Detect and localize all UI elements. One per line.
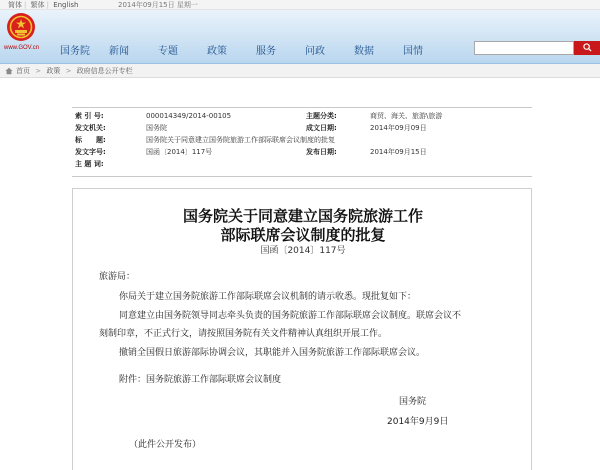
document-paragraph: 刻制印章，不正式行文，请按照国务院有关文件精神认真组织开展工作。	[99, 329, 388, 339]
breadcrumb-home[interactable]: 首页	[16, 67, 30, 75]
document-signer: 国务院	[399, 397, 427, 407]
document-metadata-table	[72, 107, 532, 177]
document-title-line1: 国务院关于同意建立国务院旅游工作	[182, 207, 423, 225]
nav-item-data[interactable]: 数据	[354, 46, 374, 57]
meta-topic-value: 商贸、海关、旅游\旅游	[370, 112, 443, 120]
breadcrumb	[0, 64, 600, 78]
meta-published-label: 发布日期:	[306, 148, 337, 156]
nav-item-national-info[interactable]: 国情	[403, 46, 423, 57]
document-paragraph: 撤销全国假日旅游部际协调会议，其职能并入国务院旅游工作部际联席会议。	[119, 348, 426, 358]
lang-traditional-link[interactable]: 繁体	[30, 1, 45, 9]
nav-item-policy[interactable]: 政策	[207, 46, 227, 57]
home-icon	[5, 67, 13, 75]
document-addressee: 旅游局：	[99, 272, 136, 282]
meta-row	[72, 134, 532, 146]
main-nav	[60, 42, 452, 58]
search-input[interactable]	[474, 41, 574, 55]
document-body	[72, 188, 532, 470]
meta-issuer-label: 发文机关:	[75, 124, 106, 132]
national-emblem-icon[interactable]	[6, 12, 36, 42]
meta-row	[72, 158, 532, 170]
meta-row	[72, 110, 532, 122]
site-header	[0, 10, 600, 64]
search-icon	[583, 43, 592, 52]
document-sign-date: 2014年9月9日	[387, 417, 449, 427]
meta-topic-label: 主题分类:	[306, 112, 337, 120]
current-date: 2014年09月15日 星期一	[118, 1, 198, 9]
document-publish-note: （此件公开发布）	[129, 440, 202, 450]
document-number: 国函〔2014〕117号	[260, 246, 346, 256]
meta-published-value: 2014年09月15日	[370, 148, 427, 156]
document-paragraph: 你局关于建立国务院旅游工作部际联席会议机制的请示收悉。现批复如下：	[119, 292, 417, 302]
nav-item-inquiry[interactable]: 问政	[305, 46, 325, 57]
search-button[interactable]	[574, 41, 600, 55]
meta-row	[72, 146, 532, 158]
nav-item-state-council[interactable]: 国务院	[60, 46, 90, 57]
lang-simplified-link[interactable]: 简体	[8, 1, 22, 9]
language-switcher: 简体 | 繁体 | English	[8, 1, 79, 9]
site-url: www.GOV.cn	[4, 45, 40, 51]
breadcrumb-separator: >	[35, 67, 42, 75]
meta-created-value: 2014年09月09日	[370, 124, 427, 132]
document-paragraph: 同意建立由国务院领导同志牵头负责的国务院旅游工作部际联席会议制度。联席会议不	[119, 311, 462, 321]
document-attachment-link[interactable]: 附件：国务院旅游工作部际联席会议制度	[119, 375, 282, 385]
nav-item-services[interactable]: 服务	[256, 46, 276, 57]
meta-keywords-label: 主 题 词:	[75, 160, 104, 168]
meta-index-value: 000014349/2014-00105	[146, 112, 232, 120]
meta-title-value: 国务院关于同意建立国务院旅游工作部际联席会议制度的批复	[146, 136, 335, 144]
meta-docno-value: 国函〔2014〕117号	[146, 148, 213, 156]
nav-item-topics[interactable]: 专题	[158, 46, 178, 57]
document-title-line2: 部际联席会议制度的批复	[220, 226, 386, 244]
breadcrumb-gov-info[interactable]: 政府信息公开专栏	[76, 67, 133, 75]
breadcrumb-separator: >	[65, 67, 72, 75]
meta-row	[72, 122, 532, 134]
nav-item-news[interactable]: 新闻	[109, 46, 129, 57]
meta-title-label: 标 题:	[75, 136, 106, 144]
meta-created-label: 成文日期:	[306, 124, 337, 132]
meta-index-label: 索 引 号:	[75, 112, 104, 120]
meta-docno-label: 发文字号:	[75, 148, 106, 156]
meta-issuer-value: 国务院	[146, 124, 167, 132]
top-bar	[0, 0, 600, 10]
lang-english-link[interactable]: English	[53, 1, 79, 9]
breadcrumb-policy[interactable]: 政策	[46, 67, 61, 75]
